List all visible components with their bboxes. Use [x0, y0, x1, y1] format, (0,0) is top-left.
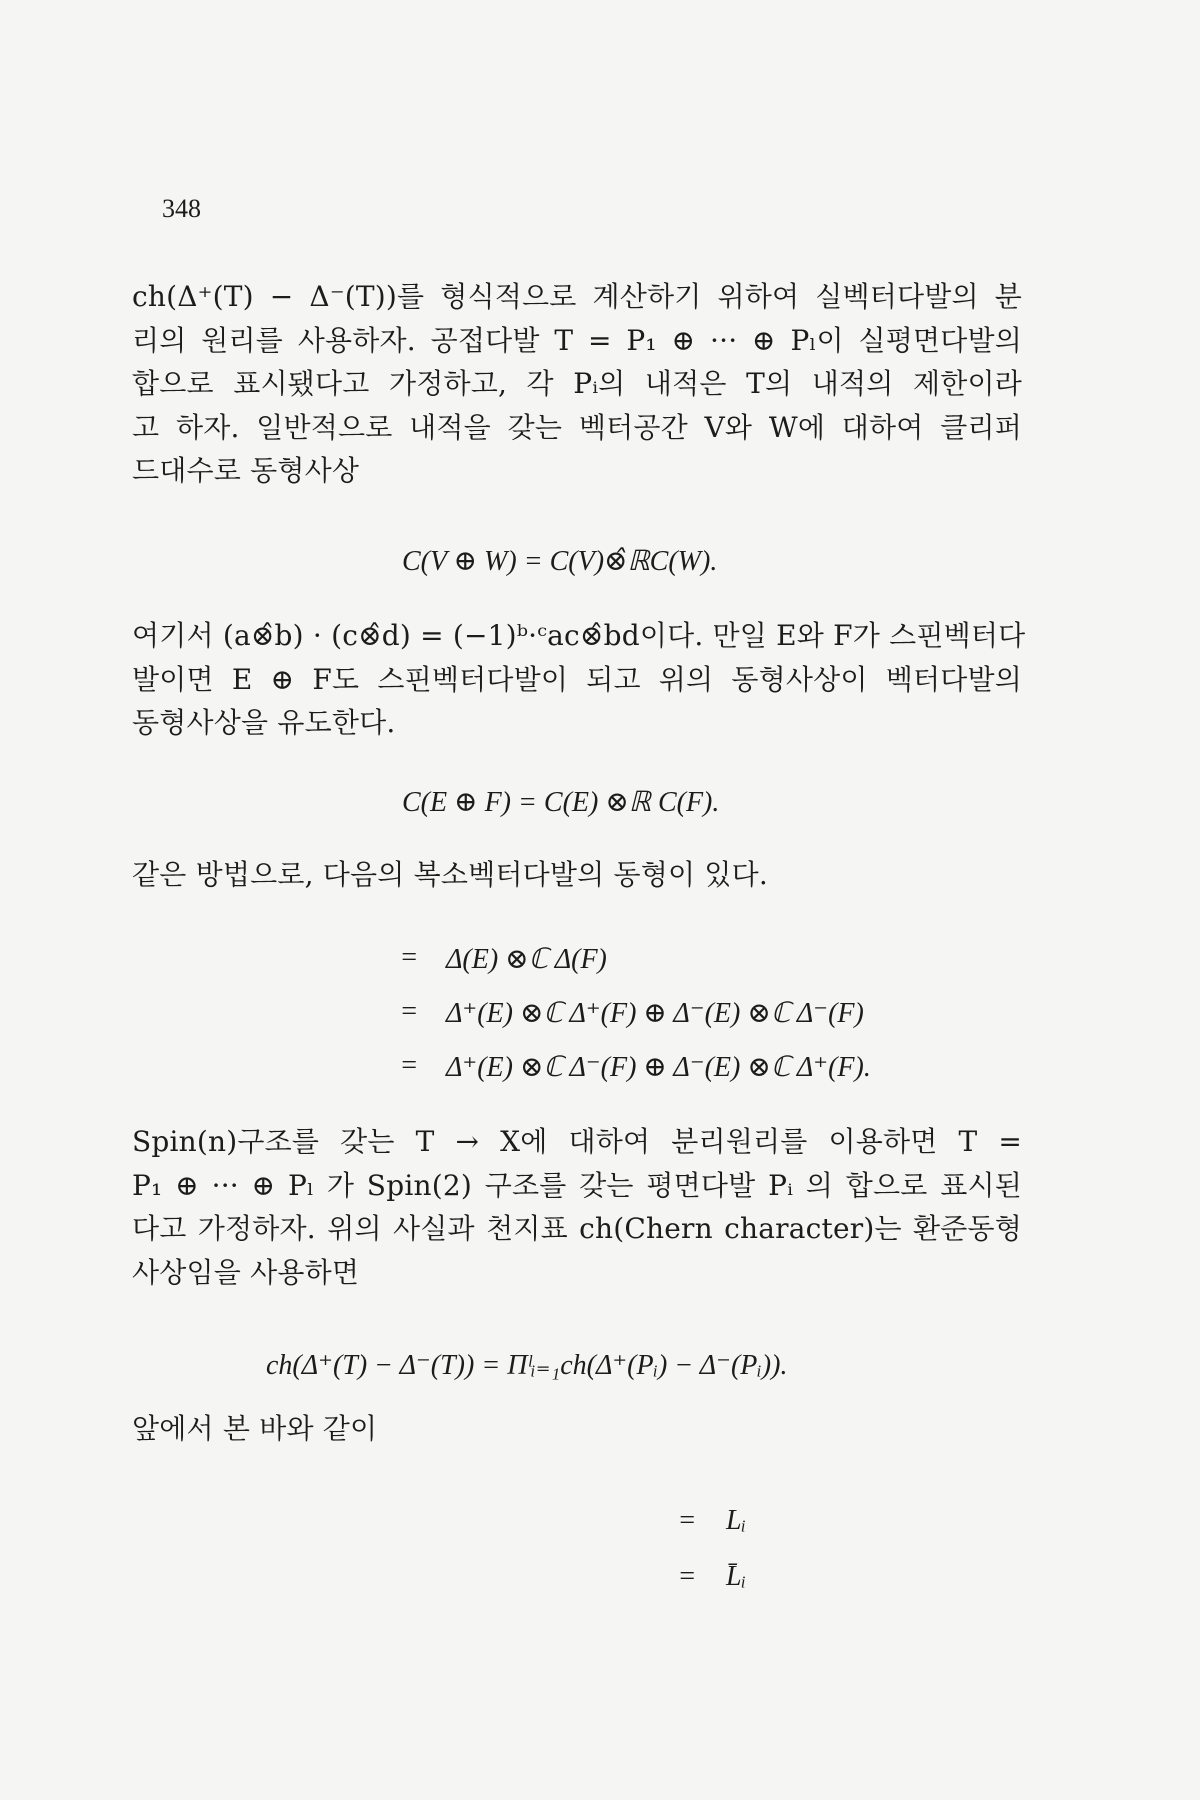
equation-relation: = — [399, 1050, 419, 1081]
paragraph-2 — [132, 614, 1026, 745]
equation-rhs: Lᵢ — [726, 1505, 747, 1536]
equation-relation: = — [677, 1561, 697, 1592]
equation-rhs: Δ⁺(E) ⊗ℂ Δ⁻(F) ⊕ Δ⁻(E) ⊗ℂ Δ⁺(F). — [446, 1052, 871, 1083]
text-line: 합으로 표시됐다고 가정하고, 각 Pᵢ의 내적은 T의 내적의 제한이라 — [132, 367, 1022, 400]
equation-rhs: L̄ᵢ — [726, 1561, 747, 1592]
text-line: 드대수로 동형사상 — [132, 454, 360, 487]
equation-bundle-isomorphism: C(E ⊕ F) = C(E) ⊗ℝ C(F). — [402, 787, 720, 818]
text-line: 발이면 E ⊕ F도 스핀벡터다발이 되고 위의 동형사상이 벡터다발의 — [132, 662, 1022, 696]
text-line: 동형사상을 유도한다. — [132, 706, 396, 739]
equation-clifford-isomorphism: C(V ⊕ W) = C(V)⊗̂ℝC(W). — [402, 546, 718, 577]
equation-relation: = — [399, 996, 419, 1027]
text-line: 앞에서 본 바와 같이 — [132, 1412, 378, 1445]
text-line: Spin(n)구조를 갖는 T → X에 대하여 분리원리를 이용하면 T = — [132, 1125, 1022, 1158]
text-line: 같은 방법으로, 다음의 복소벡터다발의 동형이 있다. — [132, 858, 768, 891]
text-line: 여기서 (a⊗̂b) · (c⊗̂d) = (−1)ᵇ·ᶜac⊗̂bd이다. 만일 E와 F가 스핀벡터다 — [132, 619, 1026, 652]
text-line: 사상임을 사용하면 — [132, 1255, 360, 1289]
equation-rhs: Δ(E) ⊗ℂ Δ(F) — [446, 944, 607, 975]
paragraph-1 — [132, 275, 1022, 493]
text-line: 고 하자. 일반적으로 내적을 갖는 벡터공간 V와 W에 대하여 클리퍼 — [132, 410, 1022, 444]
page-number: 348 — [162, 194, 201, 223]
paragraph-4 — [132, 1120, 1022, 1294]
text-line: 다고 가정하자. 위의 사실과 천지표 ch(Chern character)는 환준동형 — [132, 1212, 1022, 1245]
equation-relation: = — [399, 942, 419, 973]
text-line: ch(Δ⁺(T) − Δ⁻(T))를 형식적으로 계산하기 위하여 실벡터다발의 분 — [132, 280, 1022, 313]
paragraph-5 — [132, 1407, 1022, 1451]
text-line: P₁ ⊕ ··· ⊕ Pₗ 가 Spin(2) 구조를 갖는 평면다발 Pᵢ 의 합으로 표시된 — [132, 1168, 1022, 1202]
equation-relation: = — [677, 1505, 697, 1536]
paragraph-3 — [132, 853, 1022, 897]
text-line: 리의 원리를 사용하자. 공접다발 T = P₁ ⊕ ··· ⊕ Pₗ이 실평면다발의 — [132, 323, 1022, 357]
equation-rhs: Δ⁺(E) ⊗ℂ Δ⁺(F) ⊕ Δ⁻(E) ⊗ℂ Δ⁻(F) — [446, 998, 864, 1029]
equation-chern-character-product: ch(Δ⁺(T) − Δ⁻(T)) = Πˡᵢ₌₁ch(Δ⁺(Pᵢ) − Δ⁻(Pᵢ)). — [266, 1350, 788, 1381]
